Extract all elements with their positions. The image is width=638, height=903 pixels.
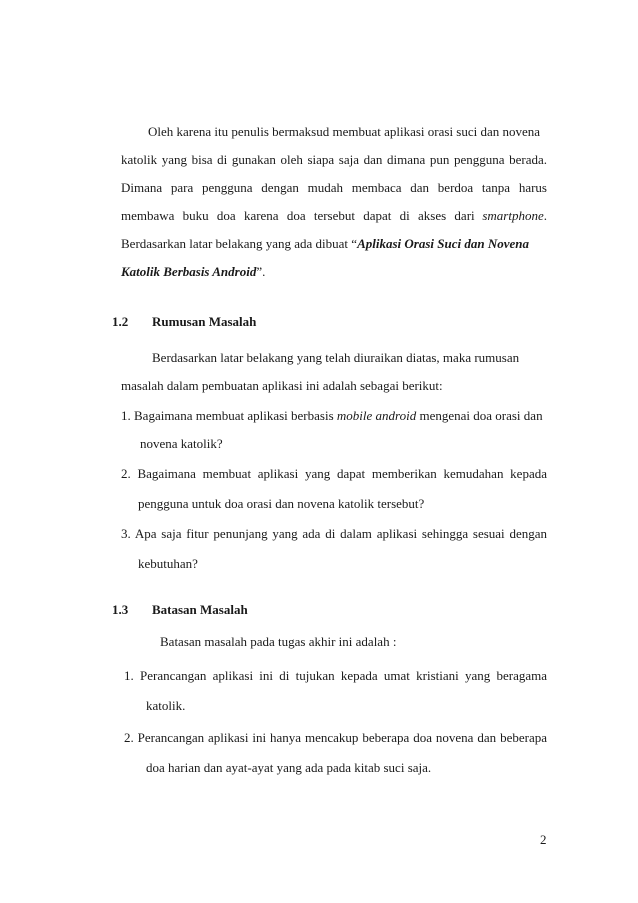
- intro-line-4: [121, 208, 547, 224]
- intro-line-4-end: [482, 208, 547, 224]
- rumusan-item-3-cont: kebutuhan?: [138, 556, 198, 571]
- smartphone-term: smartphone: [482, 208, 544, 223]
- rumusan-item-2-cont: pengguna untuk doa orasi dan novena katolik tersebut?: [138, 496, 425, 511]
- intro-line-1: Oleh karena itu penulis bermaksud membuat aplikasi orasi suci dan novena: [148, 124, 541, 139]
- rumusan-item-1-text: 1. Bagaimana membuat aplikasi berbasis: [121, 408, 334, 423]
- section-1-2-title: Rumusan Masalah: [152, 314, 257, 329]
- intro-line-4-text: membawa buku doa karena doa tersebut dapat di akses dari: [121, 208, 475, 223]
- section-1-2-number: 1.2: [112, 314, 129, 329]
- rumusan-item-1-end: mengenai doa orasi dan: [419, 408, 543, 423]
- rumusan-item-1: [121, 408, 543, 424]
- intro-line-6: [121, 264, 265, 280]
- section-1-3-paragraph: Batasan masalah pada tugas akhir ini adalah :: [160, 634, 397, 649]
- rumusan-item-2: 2. Bagaimana membuat aplikasi yang dapat memberikan kemudahan kepada: [121, 466, 547, 481]
- section-1-2-paragraph-line-1: Berdasarkan latar belakang yang telah diuraikan diatas, maka rumusan: [152, 350, 520, 365]
- app-title-part-2: Katolik Berbasis Android: [121, 264, 257, 279]
- batasan-item-1-cont: katolik.: [146, 698, 186, 713]
- section-1-3-number: 1.3: [112, 602, 129, 617]
- batasan-item-2-cont: doa harian dan ayat-ayat yang ada pada kitab suci saja.: [146, 760, 432, 775]
- rumusan-item-3: 3. Apa saja fitur penunjang yang ada di dalam aplikasi sehingga sesuai dengan: [121, 526, 547, 541]
- rumusan-item-1-cont: novena katolik?: [140, 436, 223, 451]
- intro-line-3: Dimana para pengguna dengan mudah membaca dan berdoa tanpa harus: [121, 180, 547, 195]
- mobile-android-term: mobile android: [336, 408, 417, 423]
- batasan-item-2: 2. Perancangan aplikasi ini hanya mencakup beberapa doa novena dan beberapa: [124, 730, 547, 745]
- page-number: 2: [540, 832, 547, 847]
- intro-line-6-end: ”.: [256, 264, 266, 279]
- intro-line-4-period: .: [543, 208, 547, 223]
- intro-line-2: katolik yang bisa di gunakan oleh siapa saja dan dimana pun pengguna berada.: [121, 152, 547, 167]
- intro-line-5-text: Berdasarkan latar belakang yang ada dibuat “: [121, 236, 358, 251]
- section-1-3-title: Batasan Masalah: [152, 602, 248, 617]
- intro-line-5: [121, 236, 529, 252]
- batasan-item-1: 1. Perancangan aplikasi ini di tujukan kepada umat kristiani yang beragama: [124, 668, 547, 683]
- app-title-part-1: Aplikasi Orasi Suci dan Novena: [357, 236, 529, 251]
- section-1-2-paragraph-line-2: masalah dalam pembuatan aplikasi ini adalah sebagai berikut:: [121, 378, 443, 393]
